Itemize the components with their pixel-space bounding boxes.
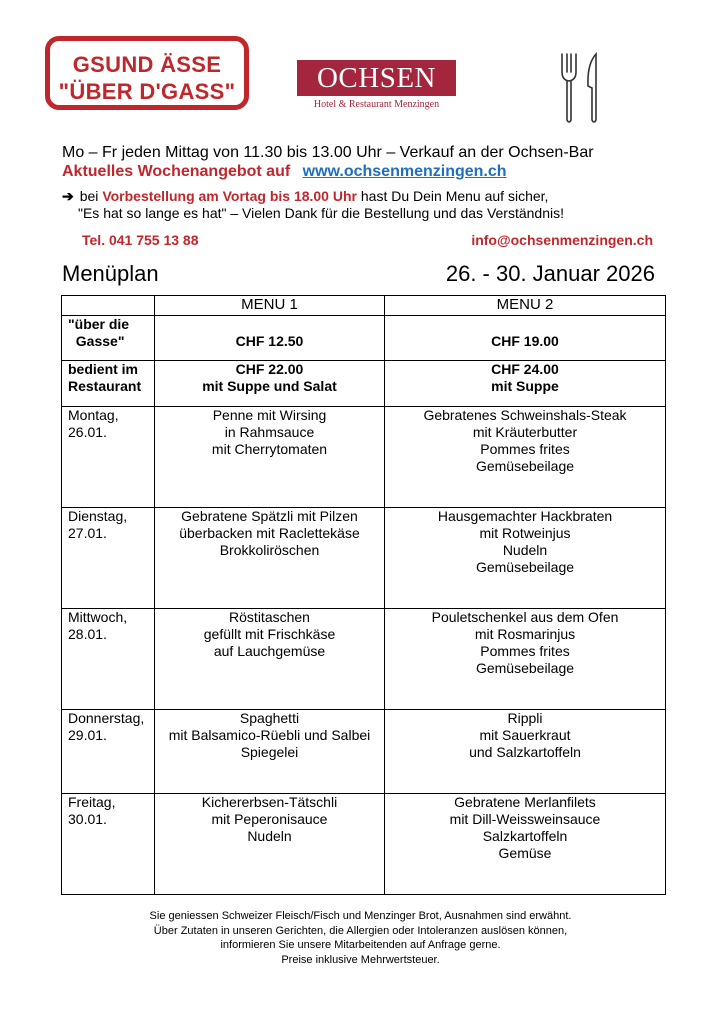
dish-line: Kichererbsen-Tätschli (201, 794, 338, 810)
day-label (62, 710, 155, 794)
price-menu-2 (385, 361, 666, 407)
thanks-line: "Es hat so lange es hat" – Vielen Dank für die Bestellung und das Verständnis! (78, 205, 564, 221)
dish-line: und Salzkartoffeln (469, 744, 581, 760)
dish-line: mit Dill-Weissweinsauce (449, 811, 601, 827)
price-row-takeaway (62, 316, 666, 361)
footer-line: Über Zutaten in unseren Gerichten, die Allergien oder Intoleranzen auslösen können, (153, 924, 568, 937)
dish-line: Brokkoliröschen (219, 542, 320, 558)
price-value: CHF 12.50 (235, 333, 304, 349)
day-row-thursday (62, 710, 666, 794)
week-dates: 26. - 30. Januar 2026 (445, 261, 655, 286)
price-note: mit Suppe (491, 378, 559, 394)
price-menu-1 (155, 316, 385, 361)
day-date: 28.01. (68, 626, 107, 642)
menu-1-dish (155, 609, 385, 710)
dish-line: mit Rosmarinjus (474, 626, 576, 642)
dish-line: Pouletschenkel aus dem Ofen (431, 609, 619, 625)
price-label (62, 316, 155, 361)
price-label-line: Restaurant (68, 378, 142, 394)
dish-line: mit Rotweinjus (479, 525, 571, 541)
dish-line: Pommes frites (480, 643, 570, 659)
dish-line: mit Cherrytomaten (211, 441, 328, 457)
dish-line: mit Sauerkraut (479, 727, 571, 743)
header-menu-1: MENU 1 (155, 296, 385, 316)
day-date: 27.01. (68, 525, 107, 541)
price-label-line: bedient im (68, 361, 139, 377)
price-value: CHF 19.00 (491, 333, 559, 349)
phone-number[interactable]: Tel. 041 755 13 88 (82, 232, 199, 248)
price-menu-2 (385, 316, 666, 361)
dish-line: in Rahmsauce (224, 424, 315, 440)
day-date: 29.01. (68, 727, 107, 743)
day-name: Donnerstag, (68, 710, 145, 726)
menu-1-dish (155, 794, 385, 895)
email-link[interactable]: info@ochsenmenzingen.ch (471, 232, 653, 248)
dish-line: gefüllt mit Frischkäse (203, 626, 336, 642)
dish-line: Penne mit Wirsing (212, 407, 327, 423)
menu-2-dish (385, 508, 666, 609)
page-title: Menüplan (62, 261, 159, 286)
preorder-highlight: Vorbestellung am Vortag bis 18.00 Uhr (102, 188, 357, 204)
dish-line: Rippli (507, 710, 543, 726)
dish-line: Gebratene Spätzli mit Pilzen (181, 508, 358, 524)
dish-line: Gemüse (498, 845, 552, 861)
menu-2-dish (385, 407, 666, 508)
website-link[interactable]: www.ochsenmenzingen.ch (302, 163, 507, 180)
footer-notes (0, 909, 721, 967)
price-label-line: Gasse" (68, 333, 125, 349)
day-row-wednesday (62, 609, 666, 710)
day-name: Dienstag, (68, 508, 128, 524)
dish-line: Nudeln (247, 828, 292, 844)
ochsen-logo: OCHSEN (297, 60, 456, 96)
header-empty-cell (62, 296, 155, 316)
price-note: mit Suppe und Salat (202, 378, 337, 394)
badge-line-1: GSUND ÄSSE (72, 52, 222, 77)
day-date: 26.01. (68, 424, 107, 440)
dish-line: mit Balsamico-Rüebli und Salbei (168, 727, 371, 743)
price-value: CHF 22.00 (235, 361, 304, 377)
day-row-tuesday (62, 508, 666, 609)
arrow-right-icon: ➔ (62, 188, 74, 204)
opening-hours: Mo – Fr jeden Mittag von 11.30 bis 13.00 Uhr – Verkauf an der Ochsen-Bar (62, 144, 594, 161)
badge-line-2: "ÜBER D'GASS" (58, 79, 236, 104)
price-menu-1 (155, 361, 385, 407)
day-name: Mittwoch, (68, 609, 128, 625)
dish-line: Röstitaschen (229, 609, 310, 625)
dish-line: Nudeln (502, 542, 548, 558)
day-label (62, 794, 155, 895)
fork-knife-icon (558, 52, 604, 126)
footer-line: Preise inklusive Mehrwertsteuer. (281, 953, 440, 966)
price-value: CHF 24.00 (491, 361, 559, 377)
dish-line: überbacken mit Raclettekäse (179, 525, 360, 541)
gsund-asse-badge (45, 36, 249, 110)
dish-line: auf Lauchgemüse (213, 643, 326, 659)
price-label-line: "über die (68, 316, 130, 332)
dish-line: Gemüsebeilage (475, 458, 575, 474)
dish-line: Hausgemachter Hackbraten (437, 508, 613, 524)
day-label (62, 508, 155, 609)
menu-2-dish (385, 794, 666, 895)
dish-line: Salzkartoffeln (482, 828, 568, 844)
menu-2-dish (385, 609, 666, 710)
footer-line: Sie geniessen Schweizer Fleisch/Fisch und Menzinger Brot, Ausnahmen sind erwähnt. (149, 910, 572, 922)
day-name: Montag, (68, 407, 119, 423)
header-menu-2: MENU 2 (385, 296, 666, 316)
dish-line: mit Peperonisauce (211, 811, 328, 827)
dish-line: Gemüsebeilage (475, 660, 575, 676)
ochsen-logo-subtitle: Hotel & Restaurant Menzingen (313, 99, 440, 110)
dish-line: Pommes frites (480, 441, 570, 457)
dish-line: Gebratenes Schweinshals-Steak (423, 407, 627, 423)
menu-1-dish (155, 508, 385, 609)
day-label (62, 609, 155, 710)
menu-2-dish (385, 710, 666, 794)
dish-line: Gemüsebeilage (475, 559, 575, 575)
menu-1-dish (155, 710, 385, 794)
preorder-line (62, 188, 548, 205)
dish-line: Gebratene Merlanfilets (454, 794, 596, 810)
preorder-suffix: hast Du Dein Menu auf sicher, (360, 188, 549, 204)
dish-line: Spaghetti (239, 710, 300, 726)
menu-1-dish (155, 407, 385, 508)
weekly-offer-line (62, 163, 507, 181)
day-name: Freitag, (68, 794, 116, 810)
menu-table (61, 295, 666, 895)
day-label (62, 407, 155, 508)
day-row-monday (62, 407, 666, 508)
day-date: 30.01. (68, 811, 107, 827)
price-label (62, 361, 155, 407)
weekly-offer-label: Aktuelles Wochenangebot auf (62, 163, 291, 180)
footer-line: informieren Sie unsere Mitarbeitenden auf Anfrage gerne. (220, 939, 501, 951)
table-header-row (62, 296, 666, 316)
dish-line: mit Kräuterbutter (472, 424, 578, 440)
dish-line: Spiegelei (240, 744, 299, 760)
preorder-prefix: bei (79, 188, 99, 204)
day-row-friday (62, 794, 666, 895)
price-row-restaurant (62, 361, 666, 407)
